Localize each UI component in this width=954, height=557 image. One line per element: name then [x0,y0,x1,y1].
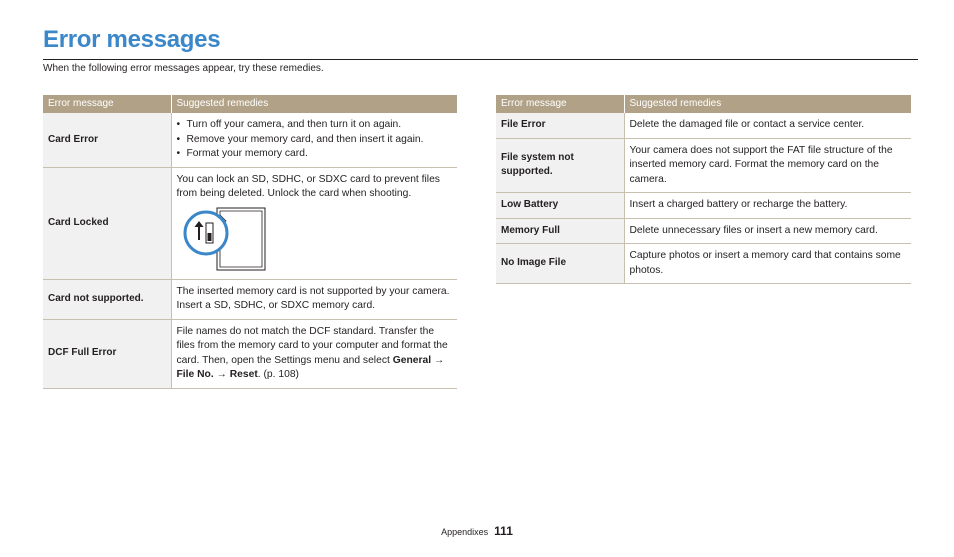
remedy-file-system: Your camera does not support the FAT file structure of the inserted memory card. Format the memory card on the camera. [624,138,911,193]
error-message-file-error: File Error [496,113,624,138]
menu-path-general: General [392,354,432,366]
error-message-card-error: Card Error [43,113,171,167]
header-suggested-remedies: Suggested remedies [171,95,457,113]
remedy-text: You can lock an SD, SDHC, or SDXC card to prevent files from being deleted. Unlock the card when shooting. [176,173,440,199]
header-error-message: Error message [496,95,624,113]
header-suggested-remedies: Suggested remedies [624,95,911,113]
header-error-message: Error message [43,95,171,113]
menu-path-file-no: File No. [176,369,214,380]
table-header-row [496,95,911,113]
menu-path-reset: Reset [229,369,258,380]
remedy-low-battery: Insert a charged battery or recharge the battery. [624,193,911,219]
error-message-low-battery: Low Battery [496,193,624,219]
table-row [43,113,457,167]
remedy-card-error [171,113,457,167]
table-header-row [43,95,457,113]
remedy-card-not-supported: The inserted memory card is not supported by your camera. Insert a SD, SDHC, or SDXC memory card. [171,279,457,319]
list-item: • Format your memory card. [177,147,453,162]
error-message-card-not-supported: Card not supported. [43,279,171,319]
page-footer [0,524,954,538]
list-item: • Turn off your camera, and then turn it on again. [177,118,453,133]
error-message-memory-full: Memory Full [496,218,624,244]
remedy-text: File names do not match the DCF standard. Transfer the files from the memory card to your computer and format the card. Then, open the Settings menu and select [176,325,448,366]
table-row [496,113,911,138]
error-table-left [43,95,457,389]
error-message-card-locked: Card Locked [43,167,171,279]
table-row [496,244,911,284]
menu-arrow: → [216,369,227,380]
remedy-bullet-list [177,118,453,162]
memory-card-icon [177,206,272,272]
error-message-no-image-file: No Image File [496,244,624,284]
error-message-file-system: File system not supported. [496,138,624,193]
error-table-right [496,95,911,284]
table-row [43,279,457,319]
title-divider [43,59,918,60]
remedy-memory-full: Delete unnecessary files or insert a new memory card. [624,218,911,244]
remedy-card-locked [171,167,457,279]
remedy-dcf-full [171,319,457,388]
remedy-file-error: Delete the damaged file or contact a service center. [624,113,911,138]
error-message-dcf-full: DCF Full Error [43,319,171,388]
list-item: • Remove your memory card, and then insert it again. [177,133,453,148]
page-title: Error messages [43,26,221,53]
table-row [43,167,457,279]
page-number: 111 [494,524,513,538]
intro-text: When the following error messages appear, try these remedies. [43,63,324,74]
table-row [496,218,911,244]
remedy-no-image-file: Capture photos or insert a memory card that contains some photos. [624,244,911,284]
page-reference: . (p. 108) [257,369,299,380]
table-row [496,138,911,193]
table-row [43,319,457,388]
footer-section: Appendixes [441,527,489,537]
menu-arrow: → [433,354,445,366]
table-row [496,193,911,219]
